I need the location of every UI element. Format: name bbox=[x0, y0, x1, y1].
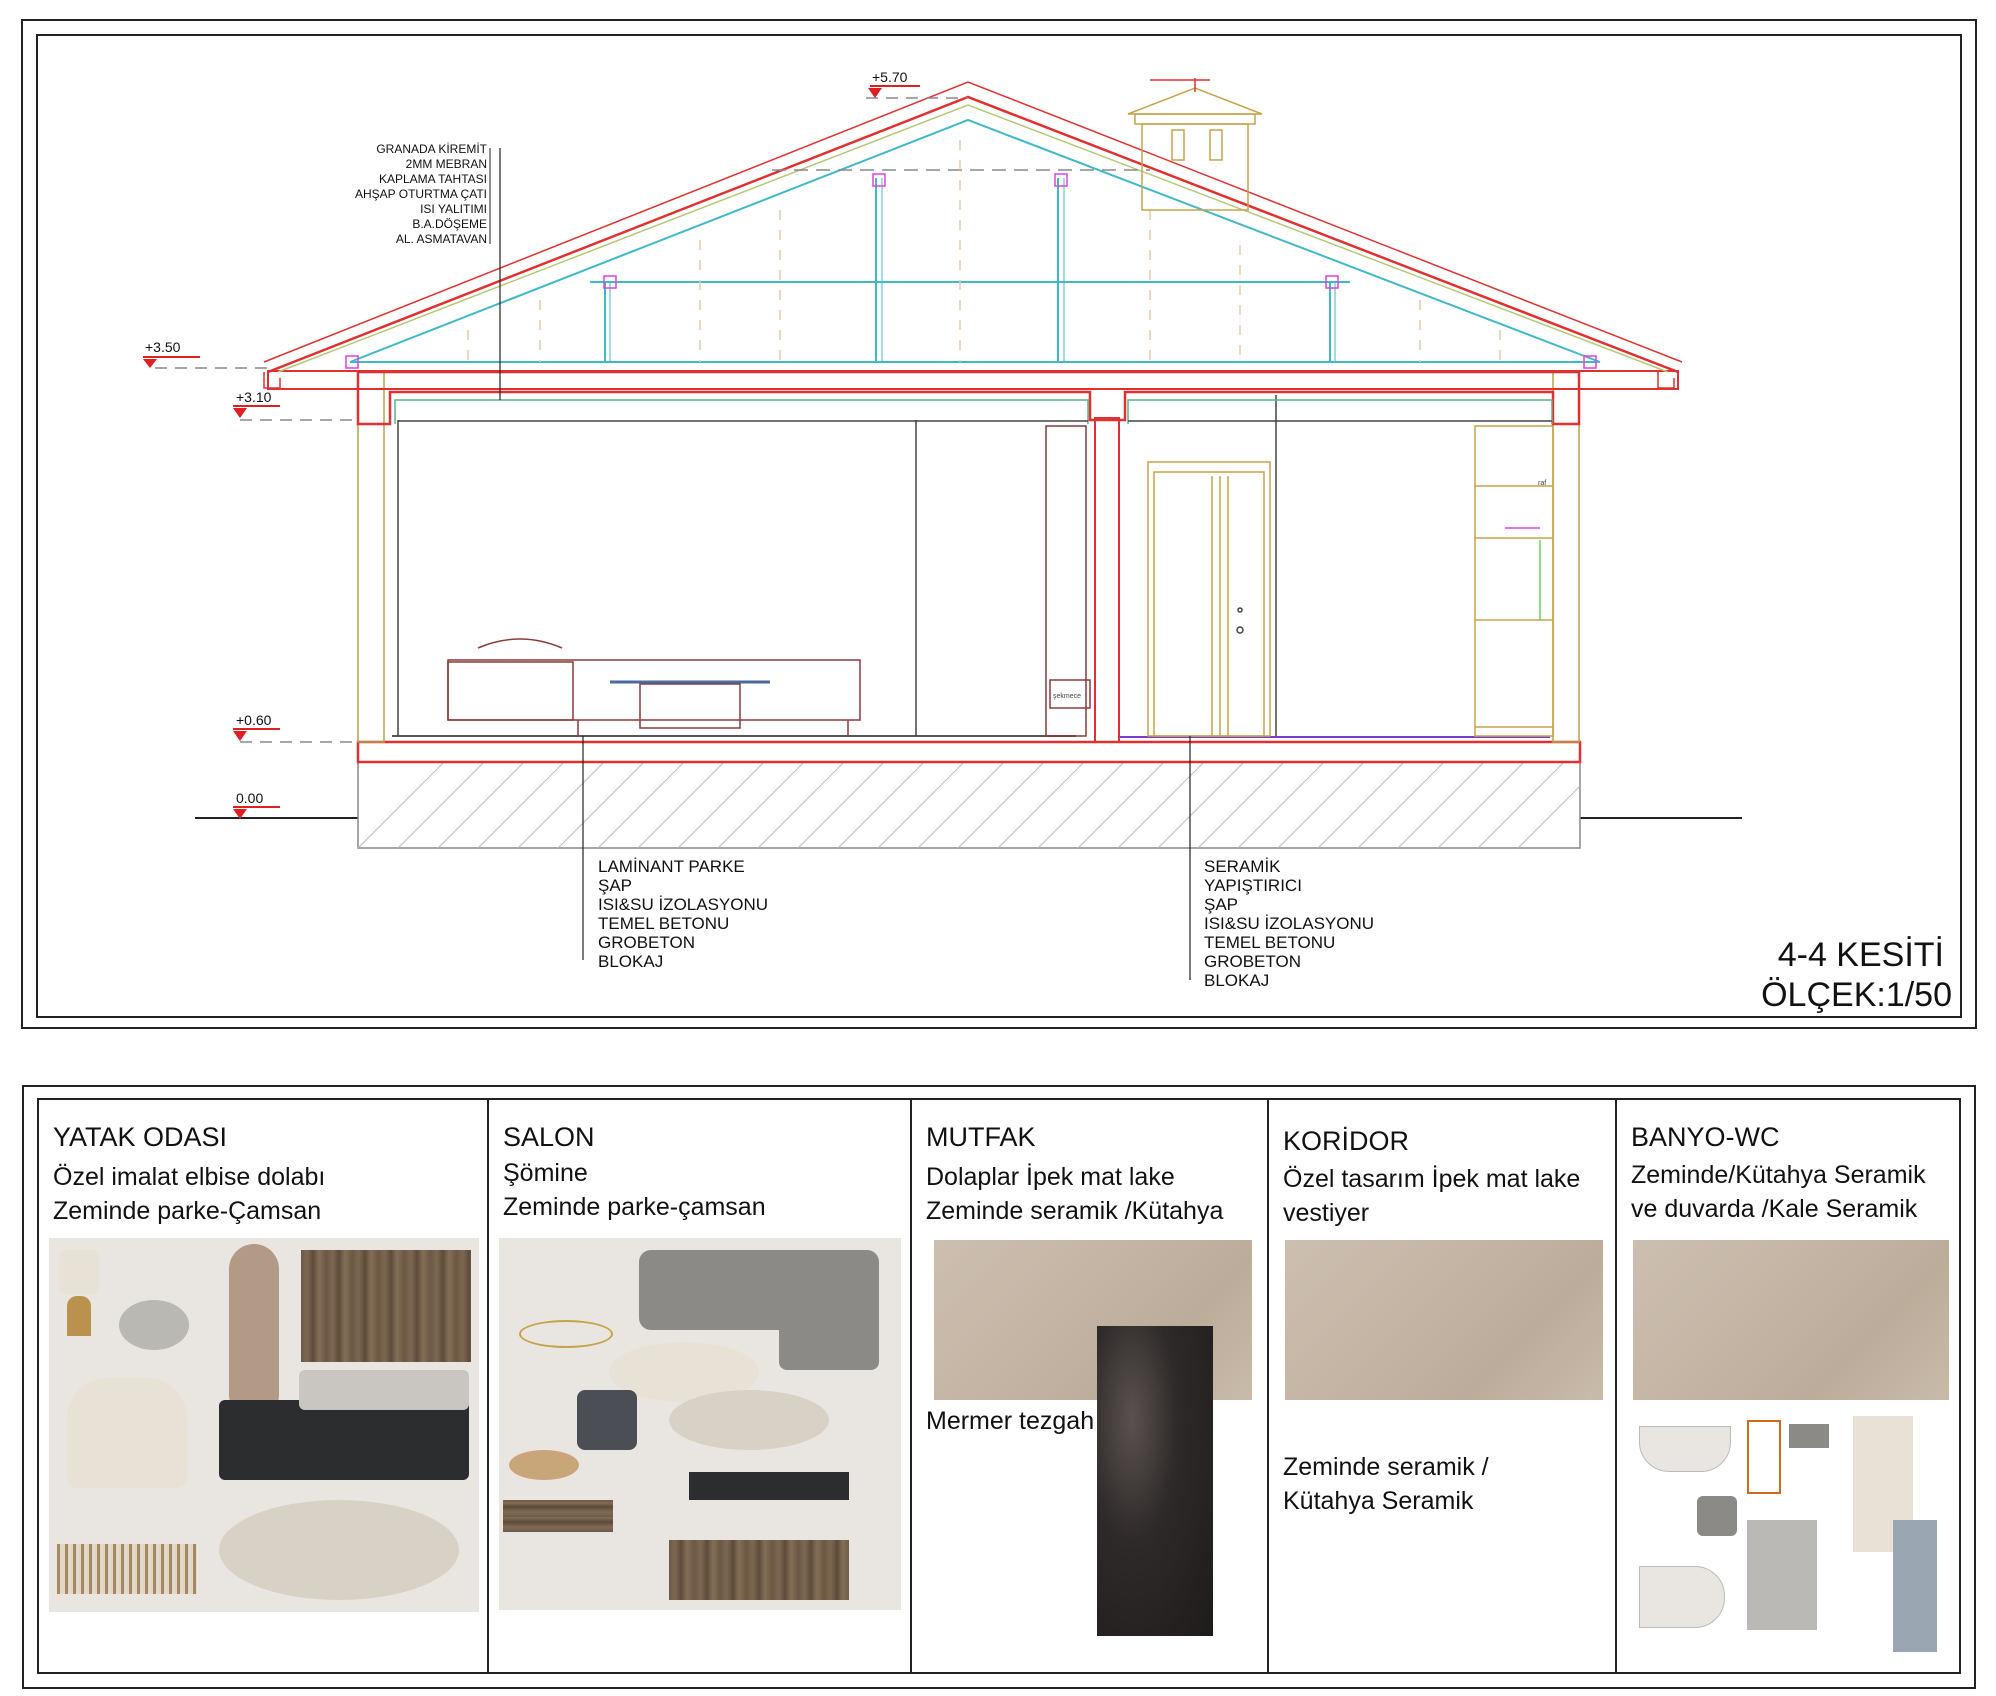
roof-layer-label: KAPLAMA TAHTASI bbox=[378, 172, 487, 186]
bench-image bbox=[57, 1544, 197, 1594]
pendant-image bbox=[519, 1320, 613, 1348]
panel-desc-line: vestiyer bbox=[1283, 1199, 1370, 1227]
panel-desc-line: Şömine bbox=[503, 1159, 588, 1187]
panel-desc-line: Özel imalat elbise dolabı bbox=[53, 1163, 326, 1191]
wood-flooring-image bbox=[301, 1250, 471, 1362]
drawing-outer-frame bbox=[22, 20, 1976, 1028]
panel-desc-line: Zeminde parke-Çamsan bbox=[53, 1197, 322, 1225]
floor-layer-label: YAPIŞTIRICI bbox=[1204, 876, 1302, 895]
panel-desc-line: ve duvarda /Kale Seramik bbox=[1631, 1195, 1918, 1223]
panel-desc-line: Zeminde seramik /Kütahya bbox=[926, 1197, 1224, 1225]
floor-layer-label: BLOKAJ bbox=[1204, 971, 1270, 990]
floor-layer-label: ŞAP bbox=[1204, 895, 1239, 914]
floor-note-line: Kütahya Seramik bbox=[1283, 1487, 1474, 1515]
section-scale: ÖLÇEK:1/50 bbox=[1761, 976, 1952, 1014]
wood-flooring-image bbox=[669, 1540, 849, 1600]
floor-layer-label: TEMEL BETONU bbox=[598, 914, 730, 933]
wc-image bbox=[1639, 1566, 1725, 1628]
drawing-inner-frame bbox=[37, 35, 1961, 1017]
roof-layer-label: AL. ASMATAVAN bbox=[395, 232, 487, 246]
roof-layer-label: ISI YALITIMI bbox=[420, 202, 487, 216]
floor-layer-label: SERAMİK bbox=[1204, 857, 1281, 876]
section-title: 4-4 KESİTİ bbox=[1777, 936, 1944, 974]
floor-note-line: Zeminde seramik / bbox=[1283, 1453, 1489, 1481]
mirror-image bbox=[229, 1244, 279, 1420]
floor-tile-swatch bbox=[1285, 1240, 1603, 1400]
panel-desc-line: Zeminde/Kütahya Seramik bbox=[1631, 1161, 1926, 1189]
floor-layer-label: ISI&SU İZOLASYONU bbox=[598, 895, 769, 914]
shower-set-image bbox=[1747, 1520, 1817, 1630]
lamp-image bbox=[59, 1250, 99, 1294]
roof-layer-label: AHŞAP OTURTMA ÇATI bbox=[354, 187, 487, 201]
floor-layer-label: BLOKAJ bbox=[598, 952, 664, 971]
fireplace bbox=[1046, 426, 1090, 736]
floor-tile-swatch bbox=[1633, 1240, 1949, 1400]
panel-corridor bbox=[1269, 1100, 1617, 1672]
level-label: +3.50 bbox=[145, 339, 181, 355]
floor-layer-label: TEMEL BETONU bbox=[1204, 933, 1336, 952]
cabinet bbox=[1475, 426, 1553, 736]
marble-countertop-swatch bbox=[1097, 1326, 1213, 1636]
pendant-image bbox=[119, 1300, 189, 1350]
floor-layer-label: GROBETON bbox=[1204, 952, 1301, 971]
panel-kitchen bbox=[912, 1100, 1269, 1672]
rug-image bbox=[669, 1390, 829, 1450]
roof-layer-label: 2MM MEBRAN bbox=[405, 157, 487, 171]
accent-tile-swatch bbox=[1893, 1520, 1937, 1652]
rug-image bbox=[219, 1500, 459, 1600]
level-label: +5.70 bbox=[872, 69, 908, 85]
ceiling-slab bbox=[358, 372, 1579, 424]
bed-headboard-image bbox=[299, 1370, 469, 1410]
panel-title: SALON bbox=[503, 1122, 595, 1152]
floor-layer-label: GROBETON bbox=[598, 933, 695, 952]
roof-layer-label: B.A.DÖŞEME bbox=[412, 217, 487, 231]
floor-slab bbox=[358, 742, 1580, 762]
panel-title: BANYO-WC bbox=[1631, 1122, 1780, 1152]
panel-living-room bbox=[489, 1100, 912, 1672]
level-markers bbox=[143, 86, 968, 819]
foundation-hatch bbox=[358, 762, 1580, 848]
material-board bbox=[37, 1098, 1961, 1674]
level-label: +0.60 bbox=[236, 712, 272, 728]
panel-desc-line: Dolaplar İpek mat lake bbox=[926, 1163, 1175, 1191]
sofa bbox=[448, 639, 860, 736]
countertop-label: Mermer tezgah bbox=[926, 1407, 1095, 1435]
chair-image bbox=[577, 1390, 637, 1450]
sofa-chaise-image bbox=[779, 1310, 879, 1370]
level-label: 0.00 bbox=[236, 790, 264, 806]
panel-bathroom bbox=[1617, 1100, 1959, 1672]
floor-layer-label: ISI&SU İZOLASYONU bbox=[1204, 914, 1375, 933]
tv-unit-image bbox=[503, 1500, 613, 1532]
walls bbox=[358, 372, 1579, 742]
level-label: +3.10 bbox=[236, 389, 272, 405]
panel-title: KORİDOR bbox=[1283, 1126, 1410, 1156]
flush-plate-image bbox=[1789, 1424, 1829, 1448]
panel-desc-line: Özel tasarım İpek mat lake bbox=[1283, 1165, 1581, 1193]
furniture-label: raf bbox=[1538, 480, 1547, 487]
washbasin-image bbox=[1639, 1426, 1731, 1472]
floor-layer-label: LAMİNANT PARKE bbox=[598, 857, 745, 876]
panel-title: YATAK ODASI bbox=[53, 1122, 228, 1152]
floor-layer-label: ŞAP bbox=[598, 876, 633, 895]
lamp-base-image bbox=[67, 1296, 91, 1336]
side-table-image bbox=[509, 1450, 579, 1480]
panel-bedroom bbox=[39, 1100, 489, 1672]
bed-image bbox=[219, 1400, 469, 1480]
console-image bbox=[689, 1472, 849, 1500]
cistern-frame-image bbox=[1747, 1420, 1781, 1494]
panel-title: MUTFAK bbox=[926, 1122, 1036, 1152]
roof-layer-label: GRANADA KİREMİT bbox=[376, 142, 487, 156]
faucet-image bbox=[1697, 1496, 1737, 1536]
armchair-image bbox=[67, 1378, 187, 1488]
panel-desc-line: Zeminde parke-çamsan bbox=[503, 1193, 766, 1221]
door bbox=[1148, 462, 1270, 736]
furniture-label: şekmece bbox=[1053, 693, 1082, 700]
